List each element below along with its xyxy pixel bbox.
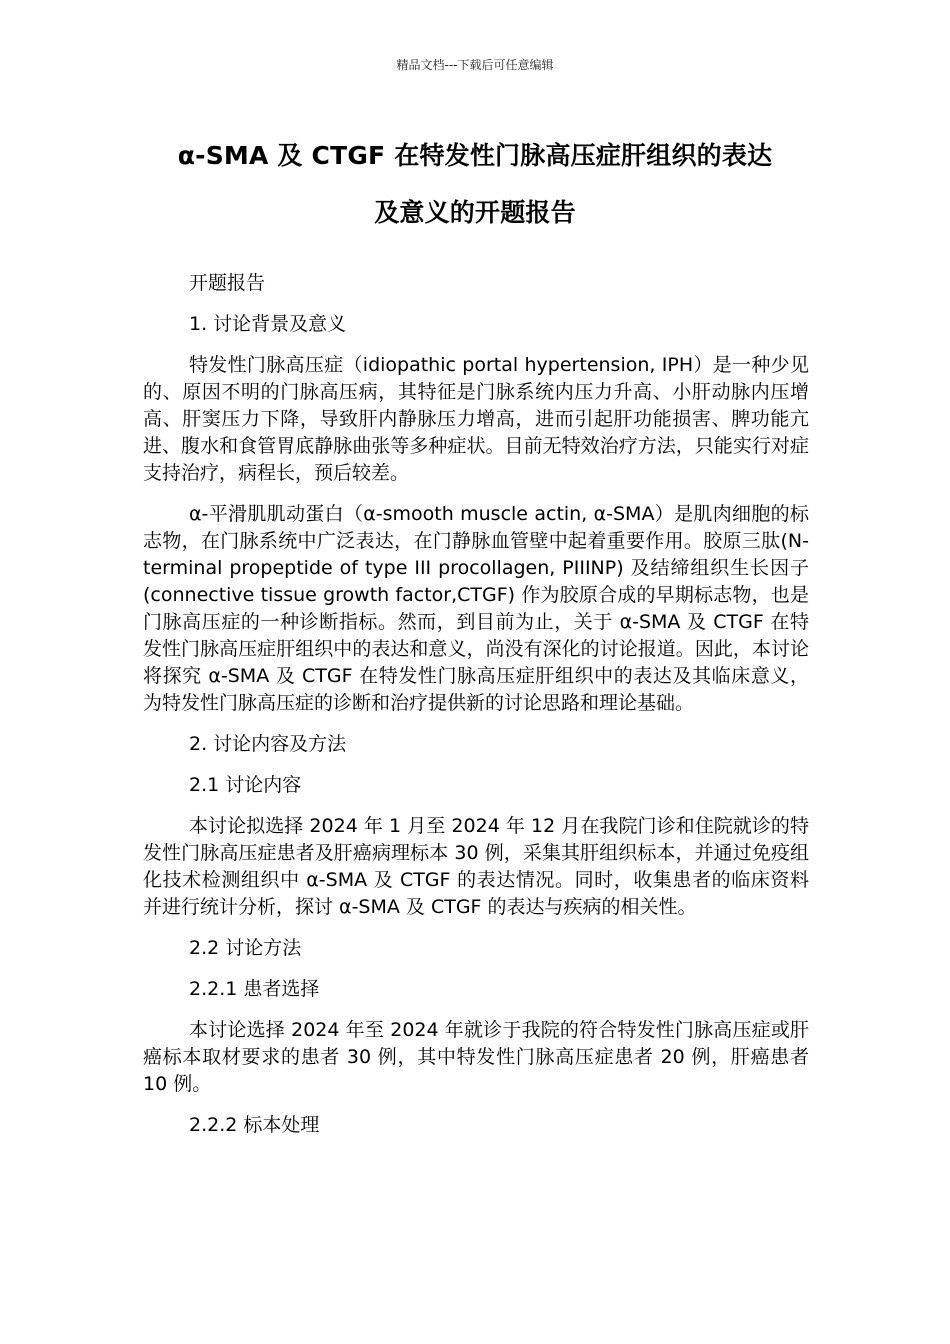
- section-heading-content: 2.1 讨论内容: [189, 774, 302, 796]
- paragraph-patient-selection: 本讨论选择 2024 年至 2024 年就诊于我院的符合特发性门脉高压症或肝癌标本取材要求的患者 30 例，其中特发性门脉高压症患者 20 例，肝癌患者 10 例。: [143, 1019, 809, 1095]
- section-heading-proposal: 开题报告: [189, 272, 266, 294]
- document-body: [143, 270, 809, 1139]
- paragraph-content: 本讨论拟选择 2024 年 1 月至 2024 年 12 月在我院门诊和住院就诊的特发性门脉高压症患者及肝癌病理标本 30 例，采集其肝组织标本，并通过免疫组化技术检测组织中 α-SMA 及 CTGF 的表达情况。同时，收集患者的临床资料并进行统计分析，探讨 α-SMA 及 CTGF 的表达与疾病的相关性。: [143, 815, 809, 918]
- section-heading-patient-selection: 2.2.1 患者选择: [189, 978, 320, 1000]
- section-heading-background: 1. 讨论背景及意义: [189, 313, 347, 335]
- paragraph-background-sma-ctgf: α-平滑肌肌动蛋白（α-smooth muscle actin, α-SMA）是肌肉细胞的标志物，在门脉系统中广泛表达，在门静脉血管壁中起着重要作用。胶原三肽(N-terminal propeptide of type III procollagen, PIIINP) 及结缔组织生长因子(connective tissue growth factor,CTGF) 作为胶原合成的早期标志物，也是门脉高压症的一种诊断指标。然而，到目前为止，关于 α-SMA 及 CTGF 在特发性门脉高压症肝组织中的表达和意义，尚没有深化的讨论报道。因此，本讨论将探究 α-SMA 及 CTGF 在特发性门脉高压症肝组织中的表达及其临床意义，为特发性门脉高压症的诊断和治疗提供新的讨论思路和理论基础。: [143, 503, 809, 714]
- section-heading-specimen-processing: 2.2.2 标本处理: [189, 1114, 320, 1136]
- section-heading-content-methods: 2. 讨论内容及方法: [189, 733, 347, 755]
- paragraph-background-iph: 特发性门脉高压症（idiopathic portal hypertension, IPH）是一种少见的、原因不明的门脉高压病，其特征是门脉系统内压力升高、小肝动脉内压增高、肝窦压力下降，导致肝内静脉压力增高，进而引起肝功能损害、脾功能亢进、腹水和食管胃底静脉曲张等多种症状。目前无特效治疗方法，只能实行对症支持治疗，病程长，预后较差。: [143, 354, 809, 484]
- document-title-line-1: α-SMA 及 CTGF 在特发性门脉高压症肝组织的表达: [177, 141, 773, 170]
- document-title-line-2: 及意义的开题报告: [374, 198, 576, 227]
- header-note: 精品文档---下载后可任意编辑: [396, 58, 554, 72]
- section-heading-methods: 2.2 讨论方法: [189, 937, 302, 959]
